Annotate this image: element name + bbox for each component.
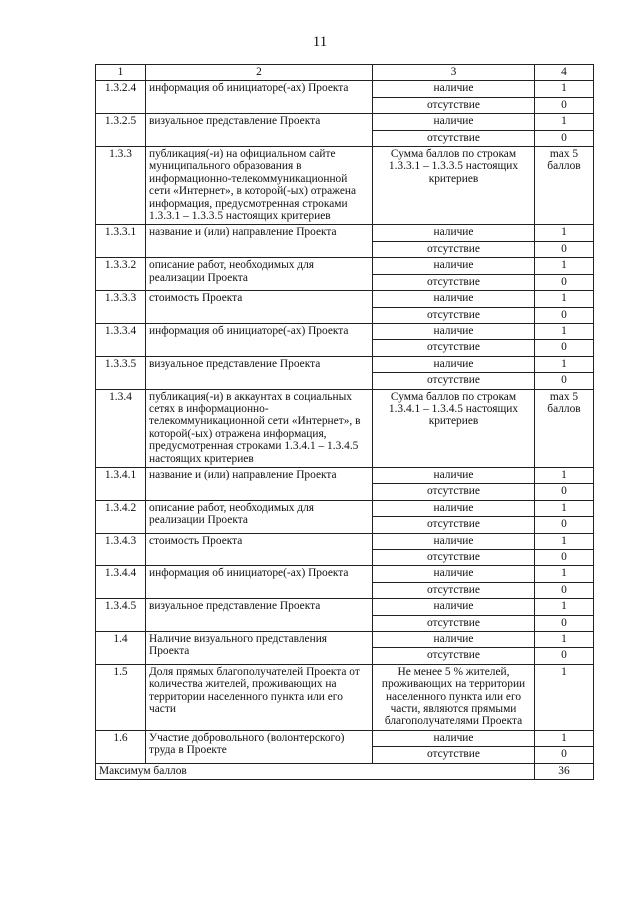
row-option-score: 1 (535, 467, 594, 483)
row-description: публикация(-и) в аккаунтах в социальных сетях в информационно-телекоммуникационной сети «Интернет», в которой(-ых) отражена информация, предусмотренная строками 1.3.4.1 – 1.3.4.5 настоящих критериев (146, 389, 373, 467)
row-code: 1.3.4.4 (96, 566, 146, 599)
header-cell-3: 3 (373, 65, 535, 81)
max-points-value: 36 (535, 763, 594, 779)
row-option-label: отсутствие (373, 484, 535, 500)
row-option-label: наличие (373, 566, 535, 582)
row-option-score: 1 (535, 730, 594, 746)
row-code: 1.5 (96, 664, 146, 730)
row-description: название и (или) направление Проекта (146, 467, 373, 500)
table-row (96, 566, 594, 582)
table-row (96, 356, 594, 372)
row-option-score: 0 (535, 550, 594, 566)
row-score: max 5 баллов (535, 389, 594, 467)
row-option-label: отсутствие (373, 274, 535, 290)
table-row (96, 114, 594, 130)
criteria-table-body (96, 65, 594, 780)
row-code: 1.3.3.2 (96, 258, 146, 291)
row-option-label: отсутствие (373, 615, 535, 631)
row-code: 1.3.3.1 (96, 225, 146, 258)
row-option-label: наличие (373, 500, 535, 516)
row-code: 1.3.4.5 (96, 599, 146, 632)
row-option-label: отсутствие (373, 550, 535, 566)
row-option-label: наличие (373, 467, 535, 483)
row-option-label: наличие (373, 356, 535, 372)
row-option-label: наличие (373, 258, 535, 274)
table-row (96, 599, 594, 615)
row-option-score: 0 (535, 130, 594, 146)
row-criterion: Не менее 5 % жителей, проживающих на территории населенного пункта или его части, являются прямыми благополучателями Проекта (373, 664, 535, 730)
row-option-label: отсутствие (373, 130, 535, 146)
criteria-table (95, 64, 594, 780)
row-option-label: отсутствие (373, 747, 535, 763)
row-option-label: отсутствие (373, 307, 535, 323)
header-cell-4: 4 (535, 65, 594, 81)
row-description: информация об инициаторе(-ах) Проекта (146, 566, 373, 599)
row-option-score: 0 (535, 484, 594, 500)
row-option-score: 1 (535, 500, 594, 516)
row-option-score: 0 (535, 373, 594, 389)
row-option-label: наличие (373, 291, 535, 307)
table-row (96, 258, 594, 274)
row-option-score: 1 (535, 225, 594, 241)
row-option-score: 1 (535, 356, 594, 372)
table-row (96, 291, 594, 307)
header-cell-2: 2 (146, 65, 373, 81)
table-header-row (96, 65, 594, 81)
row-description: информация об инициаторе(-ах) Проекта (146, 323, 373, 356)
row-option-score: 0 (535, 340, 594, 356)
table-row (96, 730, 594, 746)
row-criterion: Сумма баллов по строкам 1.3.3.1 – 1.3.3.5 настоящих критериев (373, 147, 535, 225)
row-option-score: 1 (535, 291, 594, 307)
page-number: 11 (312, 34, 328, 50)
row-option-label: отсутствие (373, 373, 535, 389)
row-description: информация об инициаторе(-ах) Проекта (146, 81, 373, 114)
row-option-score: 1 (535, 533, 594, 549)
row-option-label: отсутствие (373, 241, 535, 257)
row-option-label: наличие (373, 323, 535, 339)
row-option-score: 0 (535, 274, 594, 290)
row-option-label: отсутствие (373, 648, 535, 664)
row-score: 1 (535, 664, 594, 730)
row-description: визуальное представление Проекта (146, 114, 373, 147)
table-footer-row (96, 763, 594, 779)
row-description: стоимость Проекта (146, 533, 373, 566)
row-option-label: наличие (373, 225, 535, 241)
row-description: название и (или) направление Проекта (146, 225, 373, 258)
row-option-label: наличие (373, 81, 535, 97)
table-row (96, 632, 594, 648)
row-option-score: 0 (535, 747, 594, 763)
row-code: 1.3.3 (96, 147, 146, 225)
row-criterion: Сумма баллов по строкам 1.3.4.1 – 1.3.4.5 настоящих критериев (373, 389, 535, 467)
row-option-label: отсутствие (373, 97, 535, 113)
row-option-label: отсутствие (373, 340, 535, 356)
row-option-score: 1 (535, 323, 594, 339)
row-option-label: наличие (373, 730, 535, 746)
table-row (96, 147, 594, 225)
row-code: 1.6 (96, 730, 146, 763)
row-option-score: 1 (535, 599, 594, 615)
row-description: визуальное представление Проекта (146, 599, 373, 632)
row-code: 1.4 (96, 632, 146, 665)
row-description: описание работ, необходимых для реализации Проекта (146, 258, 373, 291)
row-option-label: отсутствие (373, 582, 535, 598)
row-option-score: 0 (535, 648, 594, 664)
row-option-score: 1 (535, 81, 594, 97)
row-description: публикация(-и) на официальном сайте муниципального образования в информационно-телекоммуникационной сети «Интернет», в которой(-ых) отражена информация, предусмотренная строками 1.3.3.1 – 1.3.3.5 настоящих критериев (146, 147, 373, 225)
row-code: 1.3.4 (96, 389, 146, 467)
row-option-score: 1 (535, 566, 594, 582)
row-code: 1.3.2.5 (96, 114, 146, 147)
table-row (96, 533, 594, 549)
row-description: Наличие визуального представления Проекта (146, 632, 373, 665)
table-row (96, 323, 594, 339)
row-option-score: 0 (535, 615, 594, 631)
row-description: Участие добровольного (волонтерского) труда в Проекте (146, 730, 373, 763)
row-code: 1.3.3.4 (96, 323, 146, 356)
row-description: Доля прямых благополучателей Проекта от количества жителей, проживающих на территории населенного пункта или его части (146, 664, 373, 730)
row-option-score: 0 (535, 97, 594, 113)
row-code: 1.3.4.1 (96, 467, 146, 500)
table-row (96, 81, 594, 97)
table-row (96, 389, 594, 467)
row-option-score: 1 (535, 114, 594, 130)
row-option-score: 0 (535, 582, 594, 598)
row-code: 1.3.4.2 (96, 500, 146, 533)
table-row (96, 500, 594, 516)
table-row (96, 664, 594, 730)
row-code: 1.3.3.5 (96, 356, 146, 389)
row-code: 1.3.2.4 (96, 81, 146, 114)
row-option-label: отсутствие (373, 517, 535, 533)
row-description: стоимость Проекта (146, 291, 373, 324)
row-description: описание работ, необходимых для реализации Проекта (146, 500, 373, 533)
row-option-label: наличие (373, 533, 535, 549)
row-code: 1.3.4.3 (96, 533, 146, 566)
row-option-score: 0 (535, 307, 594, 323)
table-row (96, 467, 594, 483)
row-option-score: 0 (535, 517, 594, 533)
row-option-score: 1 (535, 632, 594, 648)
row-score: max 5 баллов (535, 147, 594, 225)
header-cell-1: 1 (96, 65, 146, 81)
row-option-score: 0 (535, 241, 594, 257)
table-row (96, 225, 594, 241)
row-code: 1.3.3.3 (96, 291, 146, 324)
row-option-score: 1 (535, 258, 594, 274)
row-option-label: наличие (373, 599, 535, 615)
row-description: визуальное представление Проекта (146, 356, 373, 389)
row-option-label: наличие (373, 632, 535, 648)
max-points-label: Максимум баллов (96, 763, 535, 779)
row-option-label: наличие (373, 114, 535, 130)
